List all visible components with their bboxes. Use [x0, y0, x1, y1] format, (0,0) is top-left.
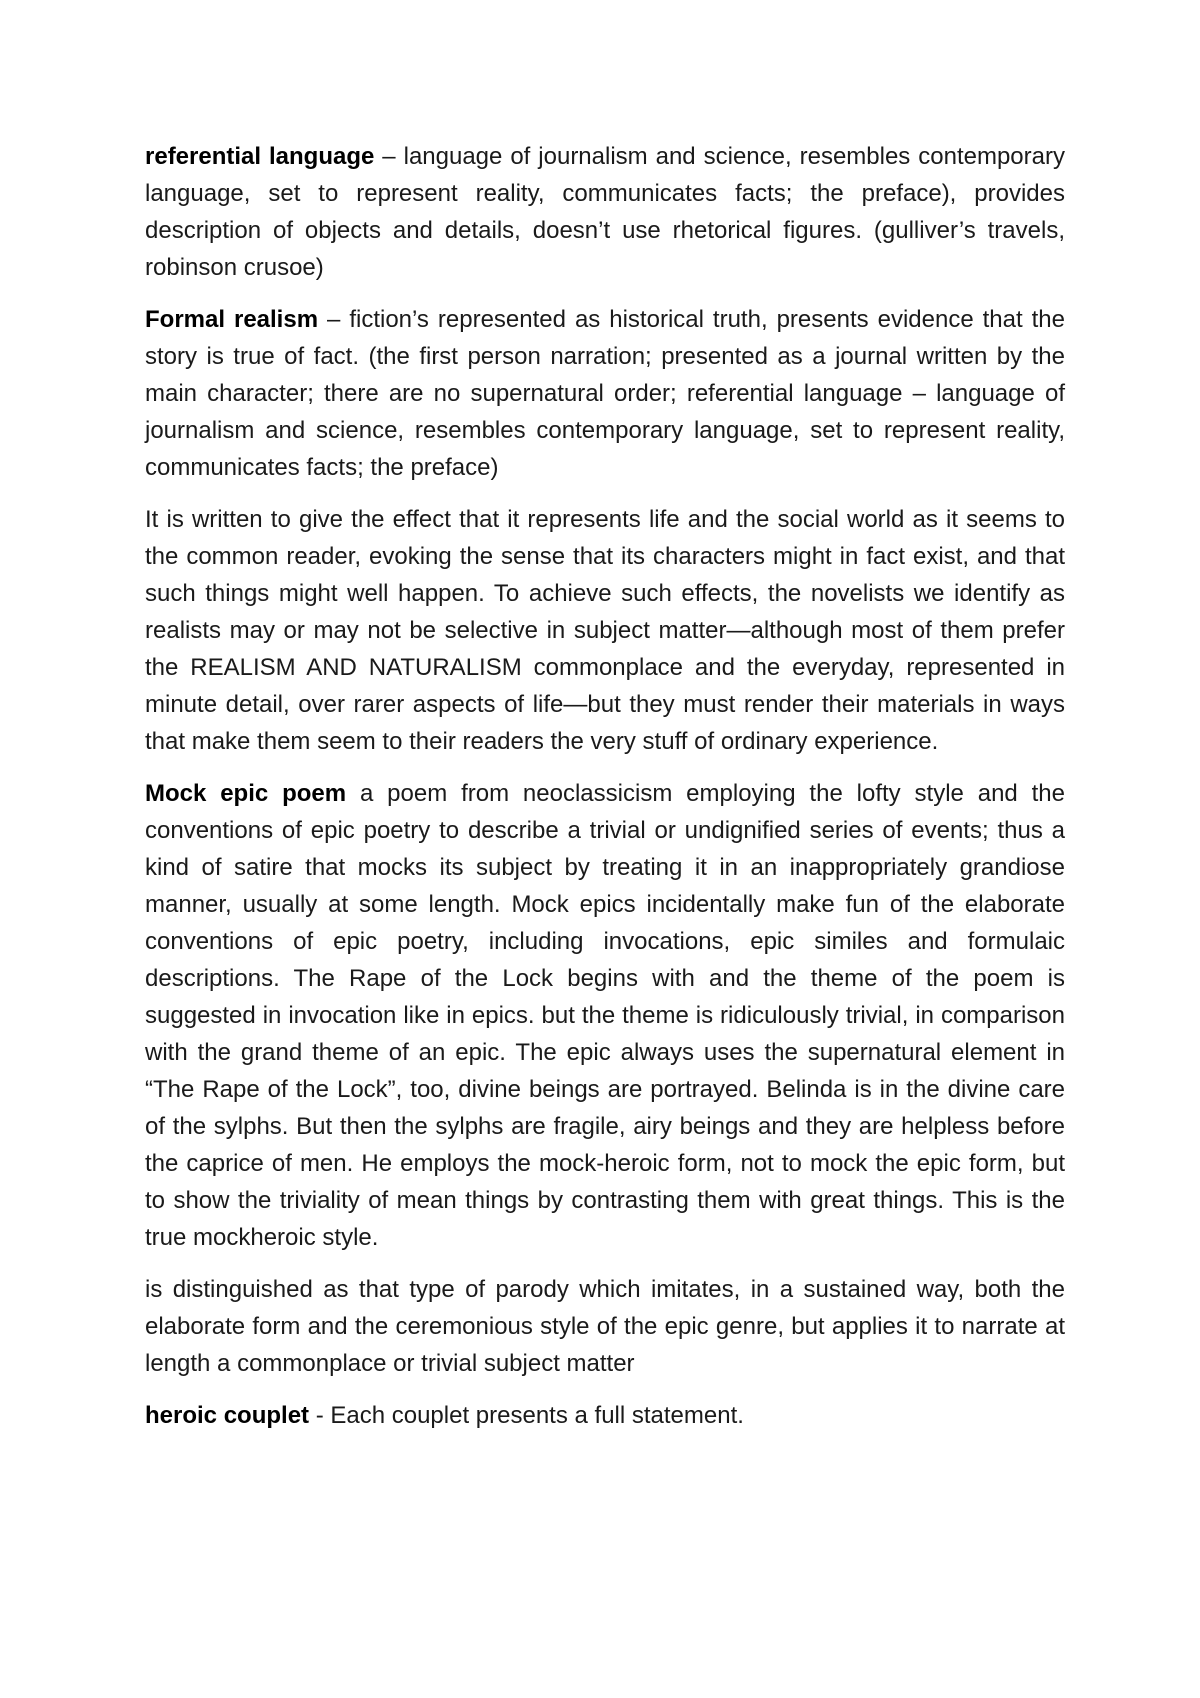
paragraph-formal-realism: [145, 301, 1065, 486]
realism-effect-text: It is written to give the effect that it represents life and the social world as it seems to the common reader, evoking the sense that its characters might in fact exist, and that such things might well happen. To achieve such effects, the novelists we identify as realists may or may not be selective in subject matter—although most of them prefer the REALISM AND NATURALISM commonplace and the everyday, represented in minute detail, over rarer aspects of life—but they must render their materials in ways that make them seem to their readers the very stuff of ordinary experience.: [145, 506, 1065, 755]
paragraph-realism-effect: [145, 501, 1065, 760]
document-page: [145, 138, 1065, 1449]
definition-heroic-couplet: - Each couplet presents a full statement.: [309, 1402, 744, 1429]
term-formal-realism: Formal realism: [145, 306, 319, 333]
term-mock-epic-poem: Mock epic poem: [145, 780, 347, 807]
paragraph-heroic-couplet: [145, 1397, 1065, 1434]
parody-definition-text: is distinguished as that type of parody which imitates, in a sustained way, both the elaborate form and the ceremonious style of the epic genre, but applies it to narrate at length a commonplace or trivial subject matter: [145, 1276, 1065, 1377]
term-heroic-couplet: heroic couplet: [145, 1402, 310, 1429]
term-referential-language: referential language: [145, 143, 375, 170]
paragraph-referential-language: [145, 138, 1065, 286]
definition-referential-language: – language of journalism and science, resembles contemporary language, set to represent reality, communicates facts; the preface), provides description of objects and details, doesn’t use rhetorical figures. (gulliver’s travels, robinson crusoe): [145, 143, 1065, 281]
definition-formal-realism: – fiction’s represented as historical truth, presents evidence that the story is true of fact. (the first person narration; presented as a journal written by the main character; there are no supernatural order; referential language – language of journalism and science, resembles contemporary language, set to represent reality, communicates facts; the preface): [145, 306, 1065, 481]
paragraph-mock-epic-poem: [145, 775, 1065, 1256]
definition-mock-epic-poem: a poem from neoclassicism employing the lofty style and the conventions of epic poetry to describe a trivial or undignified series of events; thus a kind of satire that mocks its subject by treating it in an inappropriately grandiose manner, usually at some length. Mock epics incidentally make fun of the elaborate conventions of epic poetry, including invocations, epic similes and formulaic descriptions. The Rape of the Lock begins with and the theme of the poem is suggested in invocation like in epics. but the theme is ridiculously trivial, in comparison with the grand theme of an epic. The epic always uses the supernatural element in “The Rape of the Lock”, too, divine beings are portrayed. Belinda is in the divine care of the sylphs. But then the sylphs are fragile, airy beings and they are helpless before the caprice of men. He employs the mock-heroic form, not to mock the epic form, but to show the triviality of mean things by contrasting them with great things. This is the true mockheroic style.: [145, 780, 1066, 1251]
paragraph-parody-definition: [145, 1271, 1065, 1382]
